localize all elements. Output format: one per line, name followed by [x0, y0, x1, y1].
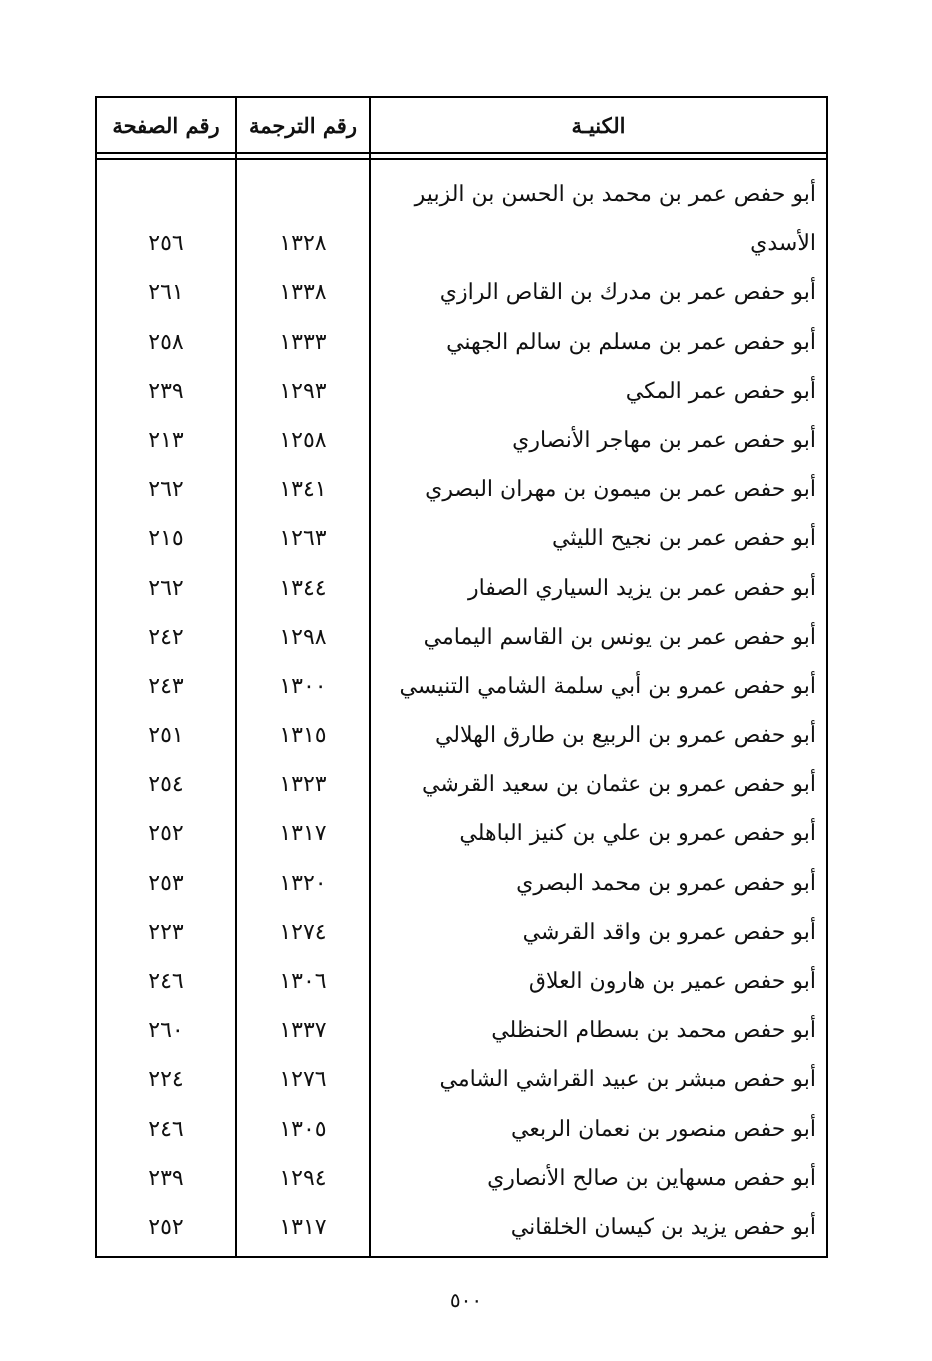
biography-number-cell: ١٢٥٨ — [279, 427, 327, 453]
kunya-cell: أبو حفص مبشر بن عبيد القراشي الشامي — [439, 1067, 816, 1093]
biography-number-cell: ١٣١٧ — [279, 1214, 327, 1240]
page-number-cell: ٢٥٢ — [148, 1214, 184, 1240]
page-number-cell: ٢٦٢ — [148, 477, 184, 503]
index-table — [95, 96, 828, 1258]
kunya-cell: أبو حفص عمر بن يونس بن القاسم اليمامي — [423, 624, 816, 650]
page-number-cell: ٢٥٨ — [148, 329, 184, 355]
table-row — [97, 908, 826, 957]
biography-number-cell: ١٣١٥ — [279, 723, 327, 749]
header-double-rule — [97, 158, 826, 160]
biography-number-cell: ١٢٧٤ — [279, 919, 327, 945]
table-row — [97, 1203, 826, 1252]
kunya-cell: أبو حفص مسهاين بن صالح الأنصاري — [487, 1165, 816, 1191]
page-number: ٥٠٠ — [449, 1288, 483, 1312]
table-row — [97, 564, 826, 613]
table-row — [97, 760, 826, 809]
biography-number-cell: ١٢٩٤ — [279, 1165, 327, 1191]
biography-number-cell: ١٢٧٦ — [279, 1067, 327, 1093]
header-kunya: الكنيـة — [571, 113, 626, 138]
biography-number-cell: ١٢٦٣ — [279, 526, 327, 552]
table-row — [97, 1105, 826, 1154]
kunya-cell: أبو حفص عمر بن مسلم بن سالم الجهني — [446, 329, 816, 355]
page-number-cell: ٢٢٣ — [148, 919, 184, 945]
kunya-line: الأسدي — [750, 231, 816, 257]
page-number-cell: ٢٤٢ — [148, 624, 184, 650]
kunya-cell: أبو حفص عمر المكي — [625, 378, 816, 404]
kunya-line: أبو حفص عمر بن محمد بن الحسن بن الزبير — [414, 182, 816, 207]
biography-number-cell: ١٣٠٠ — [279, 673, 327, 699]
biography-number-cell: ١٢٩٣ — [279, 378, 327, 404]
page-number-cell: ٢١٣ — [148, 427, 184, 453]
page-number-cell: ٢٥٢ — [148, 821, 184, 847]
biography-number-cell: ١٢٩٨ — [279, 624, 327, 650]
table-row — [97, 268, 826, 317]
table-row — [97, 957, 826, 1006]
page-number-cell: ٢١٥ — [148, 526, 184, 552]
page-number-cell: ٢٣٩ — [148, 378, 184, 404]
kunya-cell: أبو حفص عمرو بن الربيع بن طارق الهلالي — [434, 723, 816, 749]
table-row — [97, 613, 826, 662]
page-number-cell: ٢٦٢ — [148, 575, 184, 601]
biography-number-cell: ١٣٢٠ — [279, 870, 327, 896]
page-number-cell: ٢٥١ — [148, 723, 184, 749]
table-header — [97, 98, 826, 154]
header-rule — [97, 152, 826, 154]
biography-number-cell: ١٣٢٨ — [279, 231, 327, 257]
kunya-cell: أبو حفص يزيد بن كيسان الخلقاني — [510, 1214, 816, 1240]
kunya-cell: أبو حفص عمرو بن محمد البصري — [516, 870, 816, 896]
table-row — [97, 465, 826, 514]
page-number-cell: ٢٥٤ — [148, 772, 184, 798]
page-number-cell: ٢٢٤ — [148, 1067, 184, 1093]
table-row — [97, 1006, 826, 1055]
biography-number-cell: ١٣٤٤ — [279, 575, 327, 601]
table-row — [97, 367, 826, 416]
kunya-cell: أبو حفص عمرو بن واقد القرشي — [522, 919, 816, 945]
kunya-cell: أبو حفص عمر بن ميمون بن مهران البصري — [425, 477, 816, 503]
kunya-cell: أبو حفص عمرو بن عثمان بن سعيد القرشي — [421, 772, 816, 798]
kunya-cell: أبو حفص عمر بن نجيح الليثي — [552, 526, 816, 552]
biography-number-cell: ١٣٠٥ — [279, 1116, 327, 1142]
table-row — [97, 514, 826, 563]
biography-number-cell: ١٣٣٨ — [279, 280, 327, 306]
table-row — [97, 711, 826, 760]
table-row — [97, 809, 826, 858]
biography-number-cell: ١٣٣٣ — [279, 329, 327, 355]
page-number-cell: ٢٤٣ — [148, 673, 184, 699]
biography-number-cell: ١٣٤١ — [279, 477, 327, 503]
page-number-cell: ٢٥٣ — [148, 870, 184, 896]
table-row — [97, 1154, 826, 1203]
kunya-cell: أبو حفص عمرو بن أبي سلمة الشامي التنيسي — [399, 673, 816, 699]
page-number-cell: ٢٥٦ — [148, 231, 184, 257]
header-page-number: رقم الصفحة — [112, 113, 220, 138]
page-number-cell: ٢٣٩ — [148, 1165, 184, 1191]
kunya-cell: أبو حفص محمد بن بسطام الحنظلي — [491, 1018, 816, 1044]
page-number-cell: ٢٤٦ — [148, 1116, 184, 1142]
biography-number-cell: ١٣٠٦ — [279, 969, 327, 994]
kunya-cell — [376, 170, 816, 268]
table-row — [97, 662, 826, 711]
kunya-cell: أبو حفص عمير بن هارون العلاق — [528, 969, 816, 995]
table-row — [97, 416, 826, 465]
page-number-cell: ٢٦٠ — [148, 1018, 184, 1044]
biography-number-cell: ١٣١٧ — [279, 821, 327, 847]
header-biography-number: رقم الترجمة — [248, 113, 357, 138]
kunya-cell: أبو حفص منصور بن نعمان الربعي — [511, 1116, 816, 1142]
page-number-cell: ٢٤٦ — [148, 969, 184, 994]
biography-number-cell: ١٣٣٧ — [279, 1018, 327, 1044]
kunya-cell: أبو حفص عمرو بن علي بن كنيز الباهلي — [459, 821, 816, 847]
kunya-cell: أبو حفص عمر بن يزيد السياري الصفار — [467, 575, 816, 601]
table-row — [97, 170, 826, 268]
table-body — [97, 170, 826, 1252]
table-row — [97, 1055, 826, 1104]
page-number-cell: ٢٦١ — [148, 280, 184, 306]
table-row — [97, 859, 826, 908]
kunya-cell: أبو حفص عمر بن مدرك بن القاص الرازي — [439, 280, 816, 306]
kunya-cell: أبو حفص عمر بن مهاجر الأنصاري — [512, 427, 816, 453]
table-row — [97, 318, 826, 367]
biography-number-cell: ١٣٢٣ — [279, 772, 327, 798]
